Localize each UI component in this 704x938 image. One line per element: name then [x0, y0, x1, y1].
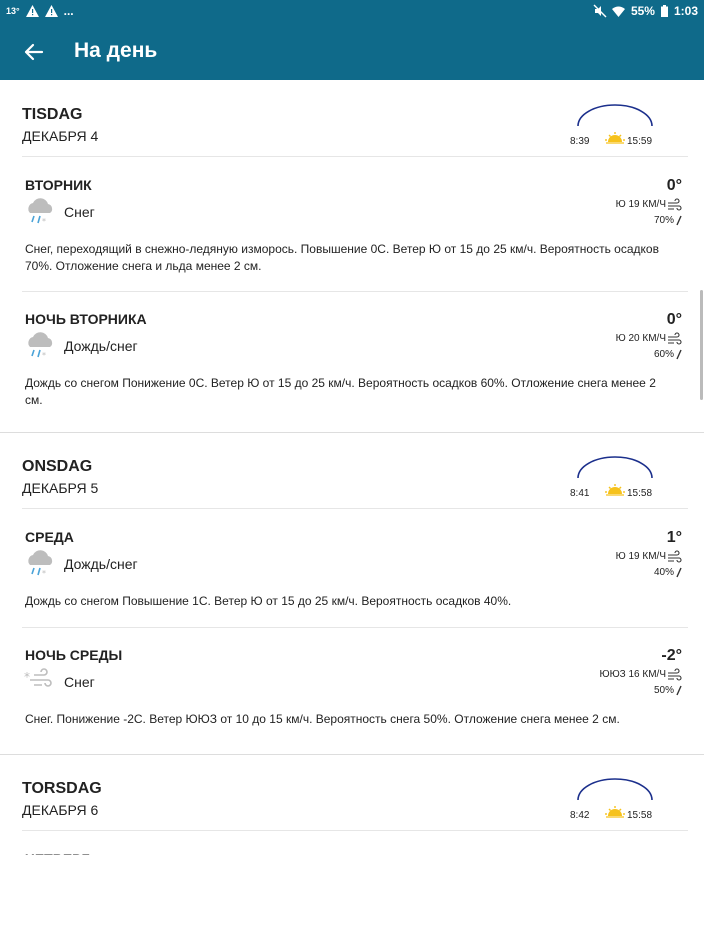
page-title: На день	[74, 39, 158, 62]
day-header	[0, 80, 704, 157]
precip-value: 60%	[653, 349, 674, 360]
sunset-time: 15:58	[627, 488, 653, 499]
sun-icon	[605, 806, 625, 817]
day-header	[0, 432, 704, 509]
divider	[22, 508, 688, 509]
period-condition: Дождь/снег	[64, 338, 138, 354]
mute-icon	[594, 5, 606, 17]
divider	[22, 627, 688, 628]
drop-icon	[676, 216, 682, 225]
period-name: НОЧЬ ВТОРНИКА	[25, 311, 147, 327]
period-precip	[654, 685, 682, 696]
day-name: TORSDAG	[22, 780, 102, 797]
period-name: НОЧЬ СРЕДЫ	[25, 647, 123, 663]
drop-icon	[676, 350, 682, 359]
back-button[interactable]	[20, 38, 48, 66]
wind-icon	[668, 670, 682, 680]
drop-icon	[676, 568, 682, 577]
status-time: 1:03	[673, 4, 698, 18]
sunset-time: 15:59	[627, 136, 653, 147]
wind-value: Ю 19 КМ/Ч	[615, 551, 666, 562]
period-description: Дождь со снегом Понижение 0С. Ветер Ю от 15 до 25 км/ч. Вероятность осадков 60%. Отложение снега менее 2 см.	[25, 376, 656, 407]
period-condition: Дождь/снег	[64, 556, 138, 572]
day-date: ДЕКАБРЯ 4	[22, 128, 99, 144]
period-wind	[599, 669, 682, 680]
period-precip	[654, 567, 682, 578]
wind-icon	[668, 552, 682, 562]
rain-snow-cloud-icon	[24, 331, 56, 361]
period-wind	[616, 551, 682, 562]
blank-area	[0, 855, 704, 938]
period-temperature: -2°	[661, 647, 682, 664]
day-name: TISDAG	[22, 106, 83, 123]
battery-percent: 55%	[630, 4, 655, 18]
day-card	[0, 754, 704, 831]
wifi-icon	[612, 6, 625, 17]
day-card	[0, 432, 704, 726]
day-header	[0, 754, 704, 831]
period-description: Снег. Понижение -2С. Ветер ЮЮЗ от 10 до 15 км/ч. Вероятность снега 50%. Отложение снега менее 2 см.	[25, 712, 620, 726]
svg-text:*: *	[24, 670, 30, 684]
svg-text:*: *	[42, 217, 46, 226]
sunrise-time: 8:42	[570, 810, 590, 821]
app-bar	[0, 24, 704, 80]
day-date: ДЕКАБРЯ 5	[22, 480, 99, 496]
period-wind	[616, 333, 682, 344]
sunrise-time: 8:39	[570, 136, 590, 147]
period-name: ВТОРНИК	[25, 177, 92, 193]
period-condition: Снег	[64, 204, 95, 220]
rain-snow-cloud-icon	[24, 549, 56, 579]
sunset-time: 15:58	[627, 810, 653, 821]
day-card	[0, 80, 704, 407]
period-description: Дождь со снегом Повышение 1С. Ветер Ю от 15 до 25 км/ч. Вероятность осадков 40%.	[25, 594, 512, 608]
period-precip	[654, 349, 682, 360]
wind-value: ЮЮЗ 16 КМ/Ч	[599, 669, 666, 680]
precip-value: 40%	[653, 567, 674, 578]
wind-icon	[668, 200, 682, 210]
svg-text:*: *	[42, 569, 46, 578]
sun-icon	[605, 484, 625, 495]
sun-icon	[605, 132, 625, 143]
snow-cloud-icon	[24, 197, 56, 227]
status-bar	[0, 0, 704, 24]
period-temperature: 1°	[666, 529, 682, 546]
wind-value: Ю 19 КМ/Ч	[615, 199, 666, 210]
wind-value: Ю 20 КМ/Ч	[615, 333, 666, 344]
divider	[22, 830, 688, 831]
warning-icon	[26, 5, 39, 17]
more-notifications-indicator: ...	[63, 4, 74, 18]
divider	[22, 156, 688, 157]
battery-icon	[661, 5, 668, 17]
divider	[22, 291, 688, 292]
sunrise-time: 8:41	[570, 488, 590, 499]
period-condition: Снег	[64, 674, 95, 690]
precip-value: 70%	[653, 215, 674, 226]
warning-icon	[45, 5, 58, 17]
daily-forecast-list[interactable]	[0, 80, 704, 855]
period-name: СРЕДА	[25, 529, 74, 545]
status-temperature: 13°	[6, 6, 20, 16]
day-name: ONSDAG	[22, 458, 93, 475]
period-precip	[654, 215, 682, 226]
period-wind	[616, 199, 682, 210]
day-date: ДЕКАБРЯ 6	[22, 802, 99, 818]
period-description: Снег, переходящий в снежно-ледяную изморось. Повышение 0С. Ветер Ю от 15 до 25 км/ч. Вероятность осадков 70%. Отложение снега и льда менее 2 см.	[25, 242, 659, 273]
precip-value: 50%	[653, 685, 674, 696]
wind-icon	[668, 334, 682, 344]
svg-text:*: *	[42, 351, 46, 360]
period-temperature: 0°	[666, 177, 682, 194]
period-temperature: 0°	[666, 311, 682, 328]
drop-icon	[676, 686, 682, 695]
snow-wind-icon	[24, 667, 56, 697]
arrow-back-icon	[20, 38, 48, 66]
scrollbar[interactable]	[700, 290, 703, 400]
